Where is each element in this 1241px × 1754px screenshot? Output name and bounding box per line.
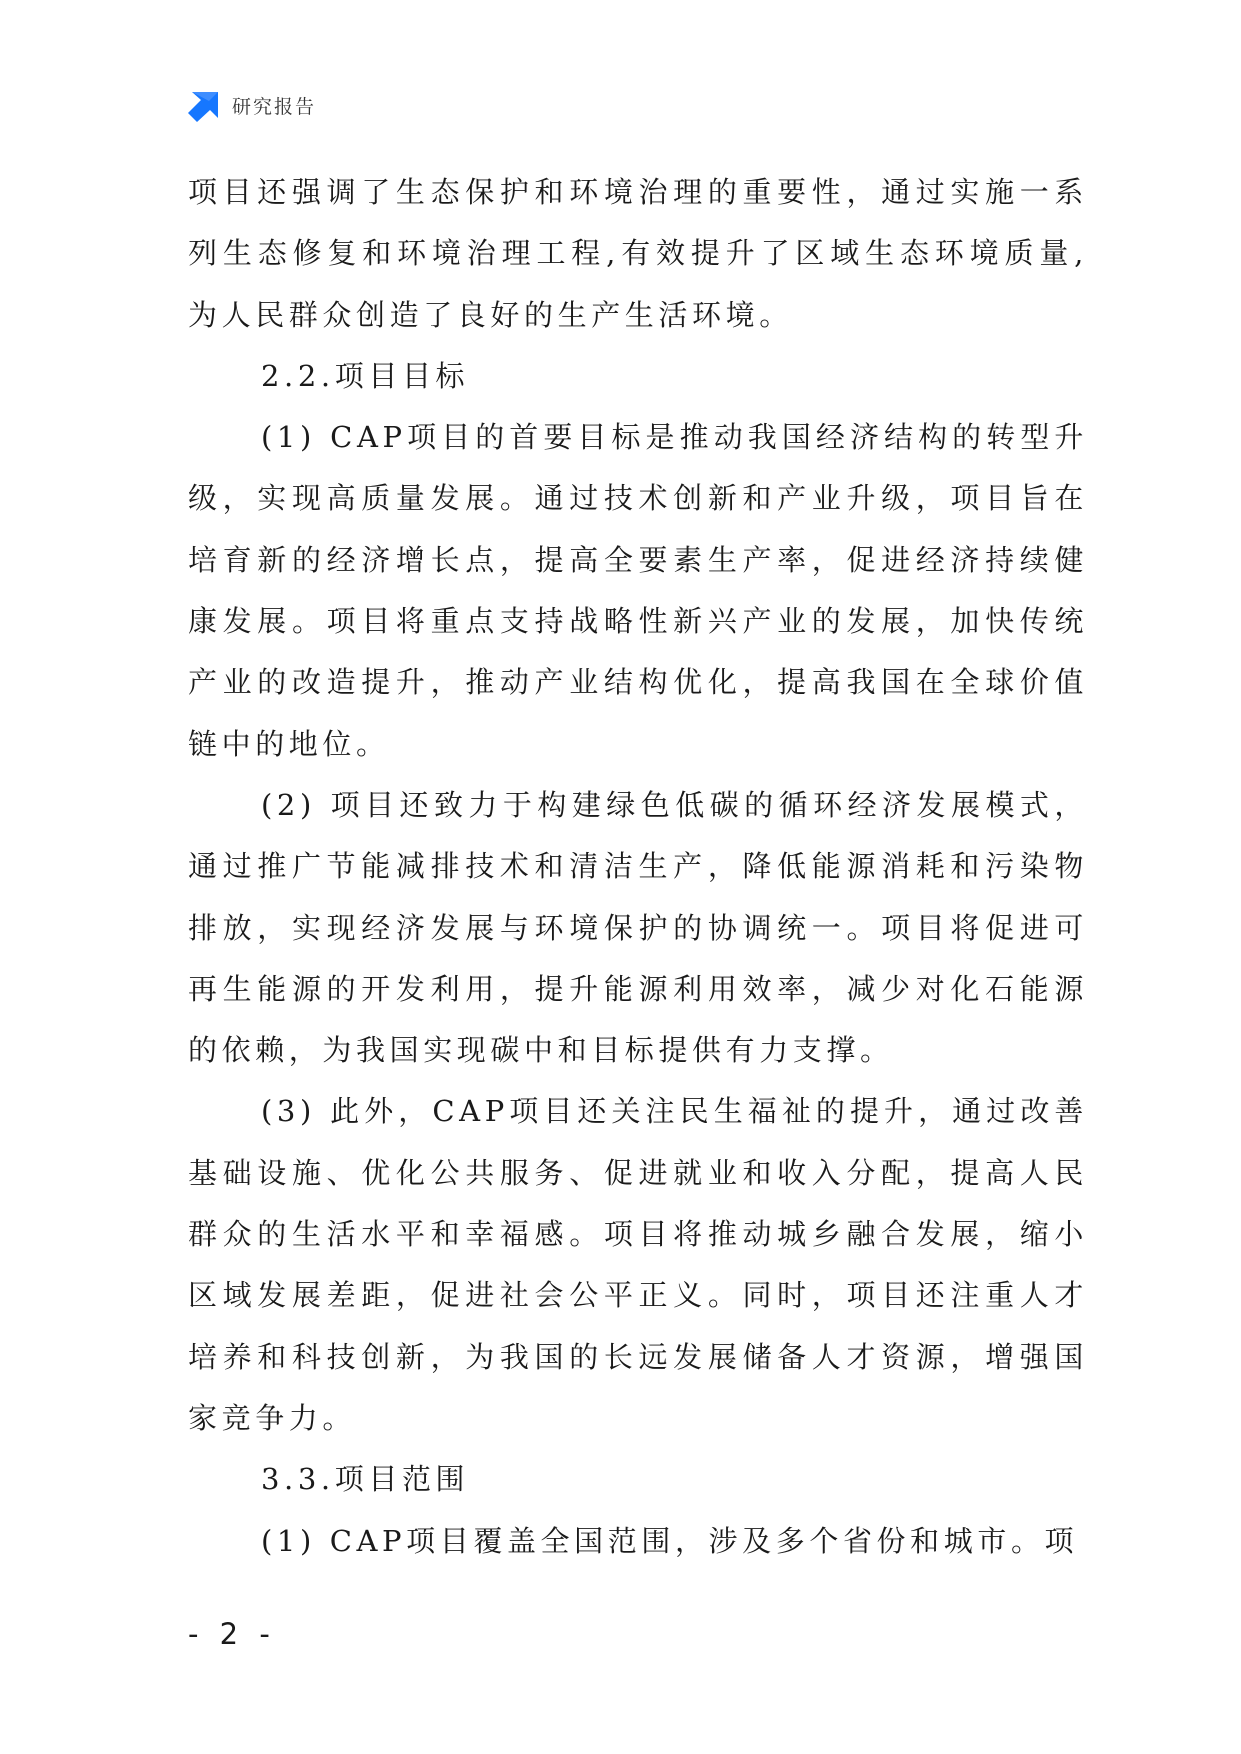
section-heading-3-3: 3.3.项目范围 (261, 1462, 470, 1497)
page-header (188, 88, 316, 122)
page-number: - 2 - (188, 1617, 276, 1651)
header-title: 研究报告 (232, 95, 317, 118)
intro-paragraph: 项目还强调了生态保护和环境治理的重要性，通过实施一系列生态修复和环境治理工程,有效提升了区域生态环境质量,为人民群众创造了良好的生产生活环境。 (188, 175, 1088, 332)
arrow-up-right-icon (188, 88, 222, 122)
paragraph-2-2-2: (2) 项目还致力于构建绿色低碳的循环经济发展模式，通过推广节能减排技术和清洁生产，降低能源消耗和污染物排放，实现经济发展与环境保护的协调统一。项目将促进可再生能源的开发利用，提升能源利用效率，减少对化石能源的依赖，为我国实现碳中和目标提供有力支撑。 (188, 787, 1088, 1068)
section-heading-2-2: 2.2.项目目标 (261, 358, 470, 393)
paragraph-3-3-1: (1) CAP项目覆盖全国范围，涉及多个省份和城市。项 (261, 1523, 1079, 1558)
paragraph-2-2-1: (1) CAP项目的首要目标是推动我国经济结构的转型升级，实现高质量发展。通过技术创新和产业升级，项目旨在培育新的经济增长点，提高全要素生产率，促进经济持续健康发展。项目将重点支持战略性新兴产业的发展，加快传统产业的改造提升，推动产业结构优化，提高我国在全球价值链中的地位。 (188, 420, 1088, 761)
paragraph-2-2-3: (3) 此外，CAP项目还关注民生福祉的提升，通过改善基础设施、优化公共服务、促进就业和收入分配，提高人民群众的生活水平和幸福感。项目将推动城乡融合发展，缩小区域发展差距，促进社会公平正义。同时，项目还注重人才培养和科技创新，为我国的长远发展储备人才资源，增强国家竞争力。 (188, 1094, 1088, 1435)
document-body (188, 162, 1088, 1572)
